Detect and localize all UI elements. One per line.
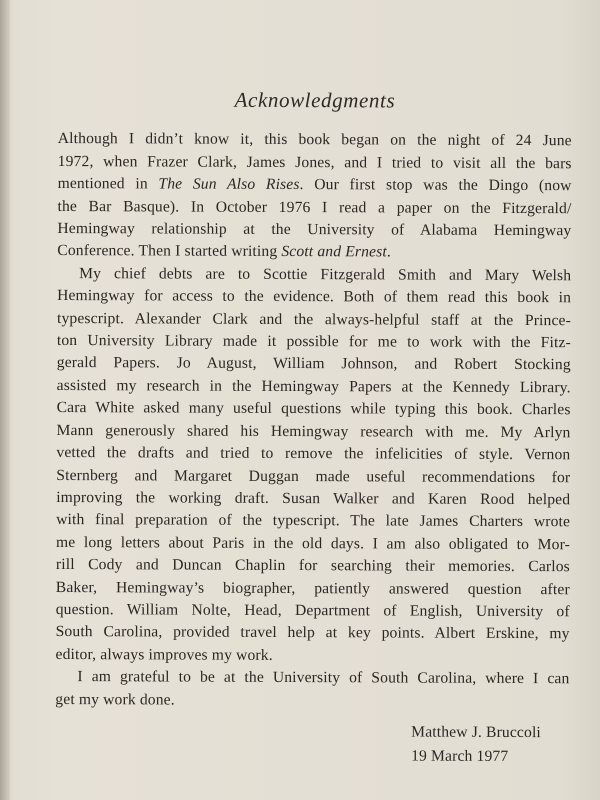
paragraph-2 <box>55 263 571 669</box>
text-line: vetted the drafts and tried to remove the infelicities of style. Vernon <box>56 444 571 464</box>
page-title: Acknowledgments <box>234 87 396 113</box>
text-line: 1972, when Frazer Clark, James Jones, and I tried to visit all the bars <box>57 152 572 173</box>
text-line: Sternberg and Margaret Duggan made useful recommendations for <box>56 466 571 486</box>
text-line: the Bar Basque). In October 1976 I read a paper on the Fitzgerald/ <box>57 197 572 217</box>
text-line: Hemingway relationship at the University of Alabama Hemingway <box>57 220 572 240</box>
text-line: get my work done. <box>55 690 175 709</box>
text-line: Hemingway for access to the evidence. Both of them read this book in <box>57 287 572 307</box>
text-line: me long letters about Paris in the old days. I am also obligated to Mor- <box>55 533 571 553</box>
paragraph-1 <box>57 128 572 265</box>
text-line: South Carolina, provided travel help at key points. Albert Erskine, my <box>55 623 570 643</box>
text-line: ton University Library made it possible for me to work with the Fitz- <box>56 332 571 352</box>
text-line: rill Cody and Duncan Chaplin for searching their memories. Carlos <box>55 556 570 576</box>
text-line: mentioned in The Sun Also Rises. Our first stop was the Dingo (now <box>57 175 572 195</box>
text-line: editor, always improves my work. <box>55 645 273 664</box>
text-line: Although I didn’t know it, this book began on the night of 24 June <box>57 130 572 150</box>
signature-block <box>411 721 569 770</box>
page-text <box>55 88 572 769</box>
text-line: improving the working draft. Susan Walker and Karen Rood helped <box>56 488 571 509</box>
signature-date: 19 March 1977 <box>411 747 509 765</box>
text-line: with final preparation of the typescript. The late James Charters wrote <box>56 511 571 531</box>
text-line: gerald Papers. Jo August, William Johnson, and Robert Stocking <box>56 354 571 374</box>
text-line: I am grateful to be at the University of South Carolina, where I can <box>77 668 570 688</box>
author-name: Matthew J. Bruccoli <box>411 723 541 742</box>
text-line: assisted my research in the Hemingway Papers at the Kennedy Library. <box>56 376 571 397</box>
text-line: question. William Nolte, Head, Department of English, University of <box>55 600 570 621</box>
book-title-italic: Scott and Ernest <box>281 243 387 261</box>
text-line: typescript. Alexander Clark and the always-helpful staff at the Prince- <box>56 309 572 329</box>
text-line: Baker, Hemingway’s biographer, patiently answered question after <box>55 578 570 598</box>
book-title-italic: The Sun Also Rises <box>158 175 300 194</box>
text-line: Mann generously shared his Hemingway research with me. My Arlyn <box>56 421 571 441</box>
text-line: My chief debts are to Scottie Fitzgerald Smith and Mary Welsh <box>79 264 572 285</box>
text-line: Cara White asked many useful questions while typing this book. Charles <box>56 399 571 419</box>
paragraph-3 <box>55 666 569 713</box>
text-line: Conference. Then I started writing Scott and Ernest. <box>57 242 391 261</box>
